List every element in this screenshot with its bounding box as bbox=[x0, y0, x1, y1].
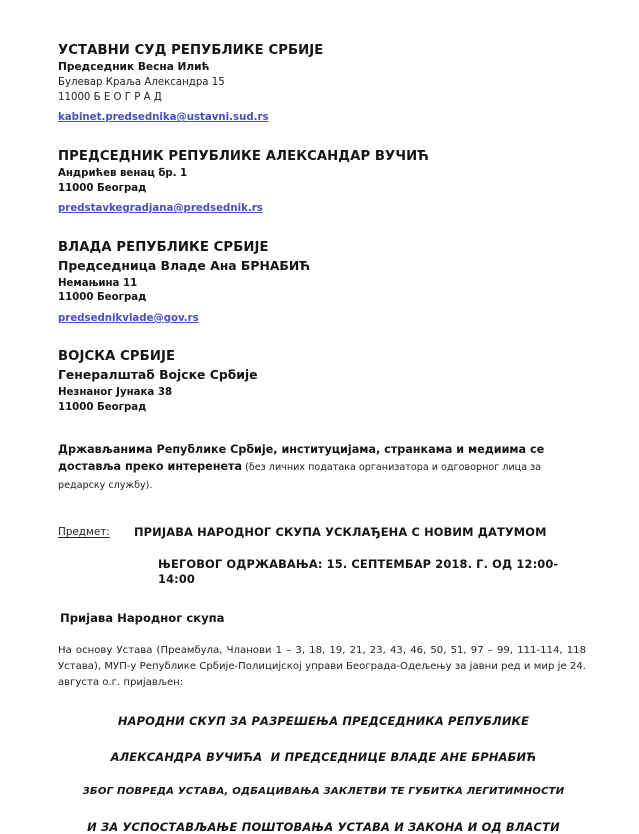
recipient-block-constitutional-court bbox=[58, 42, 583, 126]
recipient-subtitle: Председница Владе Ана БРНАБИЋ bbox=[58, 257, 311, 273]
subject-label: Предмет: bbox=[58, 526, 110, 539]
recipient-email-link[interactable]: predsednikvlade@gov.rs bbox=[58, 312, 199, 324]
recipient-block-government bbox=[58, 239, 583, 327]
recipient-city: 11000 Б Е О Г Р А Д bbox=[58, 91, 162, 103]
declaration-line-4: И ЗА УСПОСТАВЉАЊЕ ПОШТОВАЊА УСТАВА И ЗАКОНА И ОД ВЛАСТИ bbox=[87, 819, 560, 834]
recipient-subtitle: Генералштаб Војске Србије bbox=[58, 367, 258, 383]
distribution-bold-text: Држављанима Републике Србије, институцијама, странкама и медиима се доставља преко интеренета bbox=[58, 443, 545, 474]
recipient-city: 11000 Београд bbox=[58, 292, 147, 304]
recipient-email-link[interactable]: kabinet.predsednika@ustavni.sud.rs bbox=[58, 112, 269, 124]
application-heading: Пријава Народног скупа bbox=[60, 610, 225, 625]
recipient-title: ВЛАДА РЕПУБЛИКЕ СРБИЈЕ bbox=[58, 239, 269, 255]
recipient-city: 11000 Београд bbox=[58, 182, 147, 194]
recipient-email-link[interactable]: predstavkegradjana@predsednik.rs bbox=[58, 203, 263, 214]
subject-body bbox=[134, 525, 583, 586]
recipient-city: 11000 Београд bbox=[58, 401, 147, 413]
recipient-street-address: Немањина 11 bbox=[58, 277, 138, 289]
recipient-title: ВОЈСКА СРБИЈЕ bbox=[58, 349, 176, 365]
subject-line-1: ПРИЈАВА НАРОДНОГ СКУПА УСКЛАЂЕНА С НОВИМ ДАТУМОМ bbox=[134, 525, 547, 540]
subject-section bbox=[58, 525, 583, 586]
declaration-block bbox=[58, 714, 583, 834]
declaration-line-3: ЗБОГ ПОВРЕДА УСТАВА, ОДБАЦИВАЊА ЗАКЛЕТВИ ТЕ ГУБИТКА ЛЕГИТИМНОСТИ bbox=[82, 785, 565, 797]
declaration-line-2: АЛЕКСАНДРА ВУЧИЋА И ПРЕДСЕДНИЦЕ ВЛАДЕ АНЕ БРНАБИЋ bbox=[110, 749, 537, 764]
distribution-note bbox=[58, 441, 558, 493]
recipient-title: ПРЕДСЕДНИК РЕПУБЛИКЕ АЛЕКСАНДАР ВУЧИЋ bbox=[58, 148, 429, 164]
recipient-street-address: Андрићев венац бр. 1 bbox=[58, 168, 188, 180]
recipient-street-address: Булевар Краља Александра 15 bbox=[58, 77, 225, 89]
legal-basis-paragraph: На основу Устава (Преамбула, Чланови 1 – 3, 18, 19, 21, 23, 43, 46, 50, 51, 97 – 99, 111-114, 118 Устава), МУП-у Републике Србије-Полицијској управи Београда-Одељењу за јавни ред и мир је 24. августа о.г. пријављен: bbox=[58, 644, 586, 689]
recipient-block-army bbox=[58, 348, 583, 415]
subject-line-2: ЊЕГОВОГ ОДРЖАВАЊА: 15. СЕПТЕМБАР 2018. Г. ОД 12:00-14:00 bbox=[158, 557, 559, 586]
recipient-block-president bbox=[58, 148, 583, 217]
recipient-subtitle: Председник Весна Илић bbox=[58, 61, 210, 74]
declaration-line-1: НАРОДНИ СКУП ЗА РАЗРЕШЕЊА ПРЕДСЕДНИКА РЕПУБЛИКЕ bbox=[117, 713, 530, 728]
recipient-street-address: Незнаног Јунака 38 bbox=[58, 387, 173, 399]
distribution-parenthetical-note: (без личних података организатора и одговорног лица за редарску службу). bbox=[58, 462, 542, 491]
recipient-title: УСТАВНИ СУД РЕПУБЛИКЕ СРБИЈЕ bbox=[58, 43, 324, 58]
